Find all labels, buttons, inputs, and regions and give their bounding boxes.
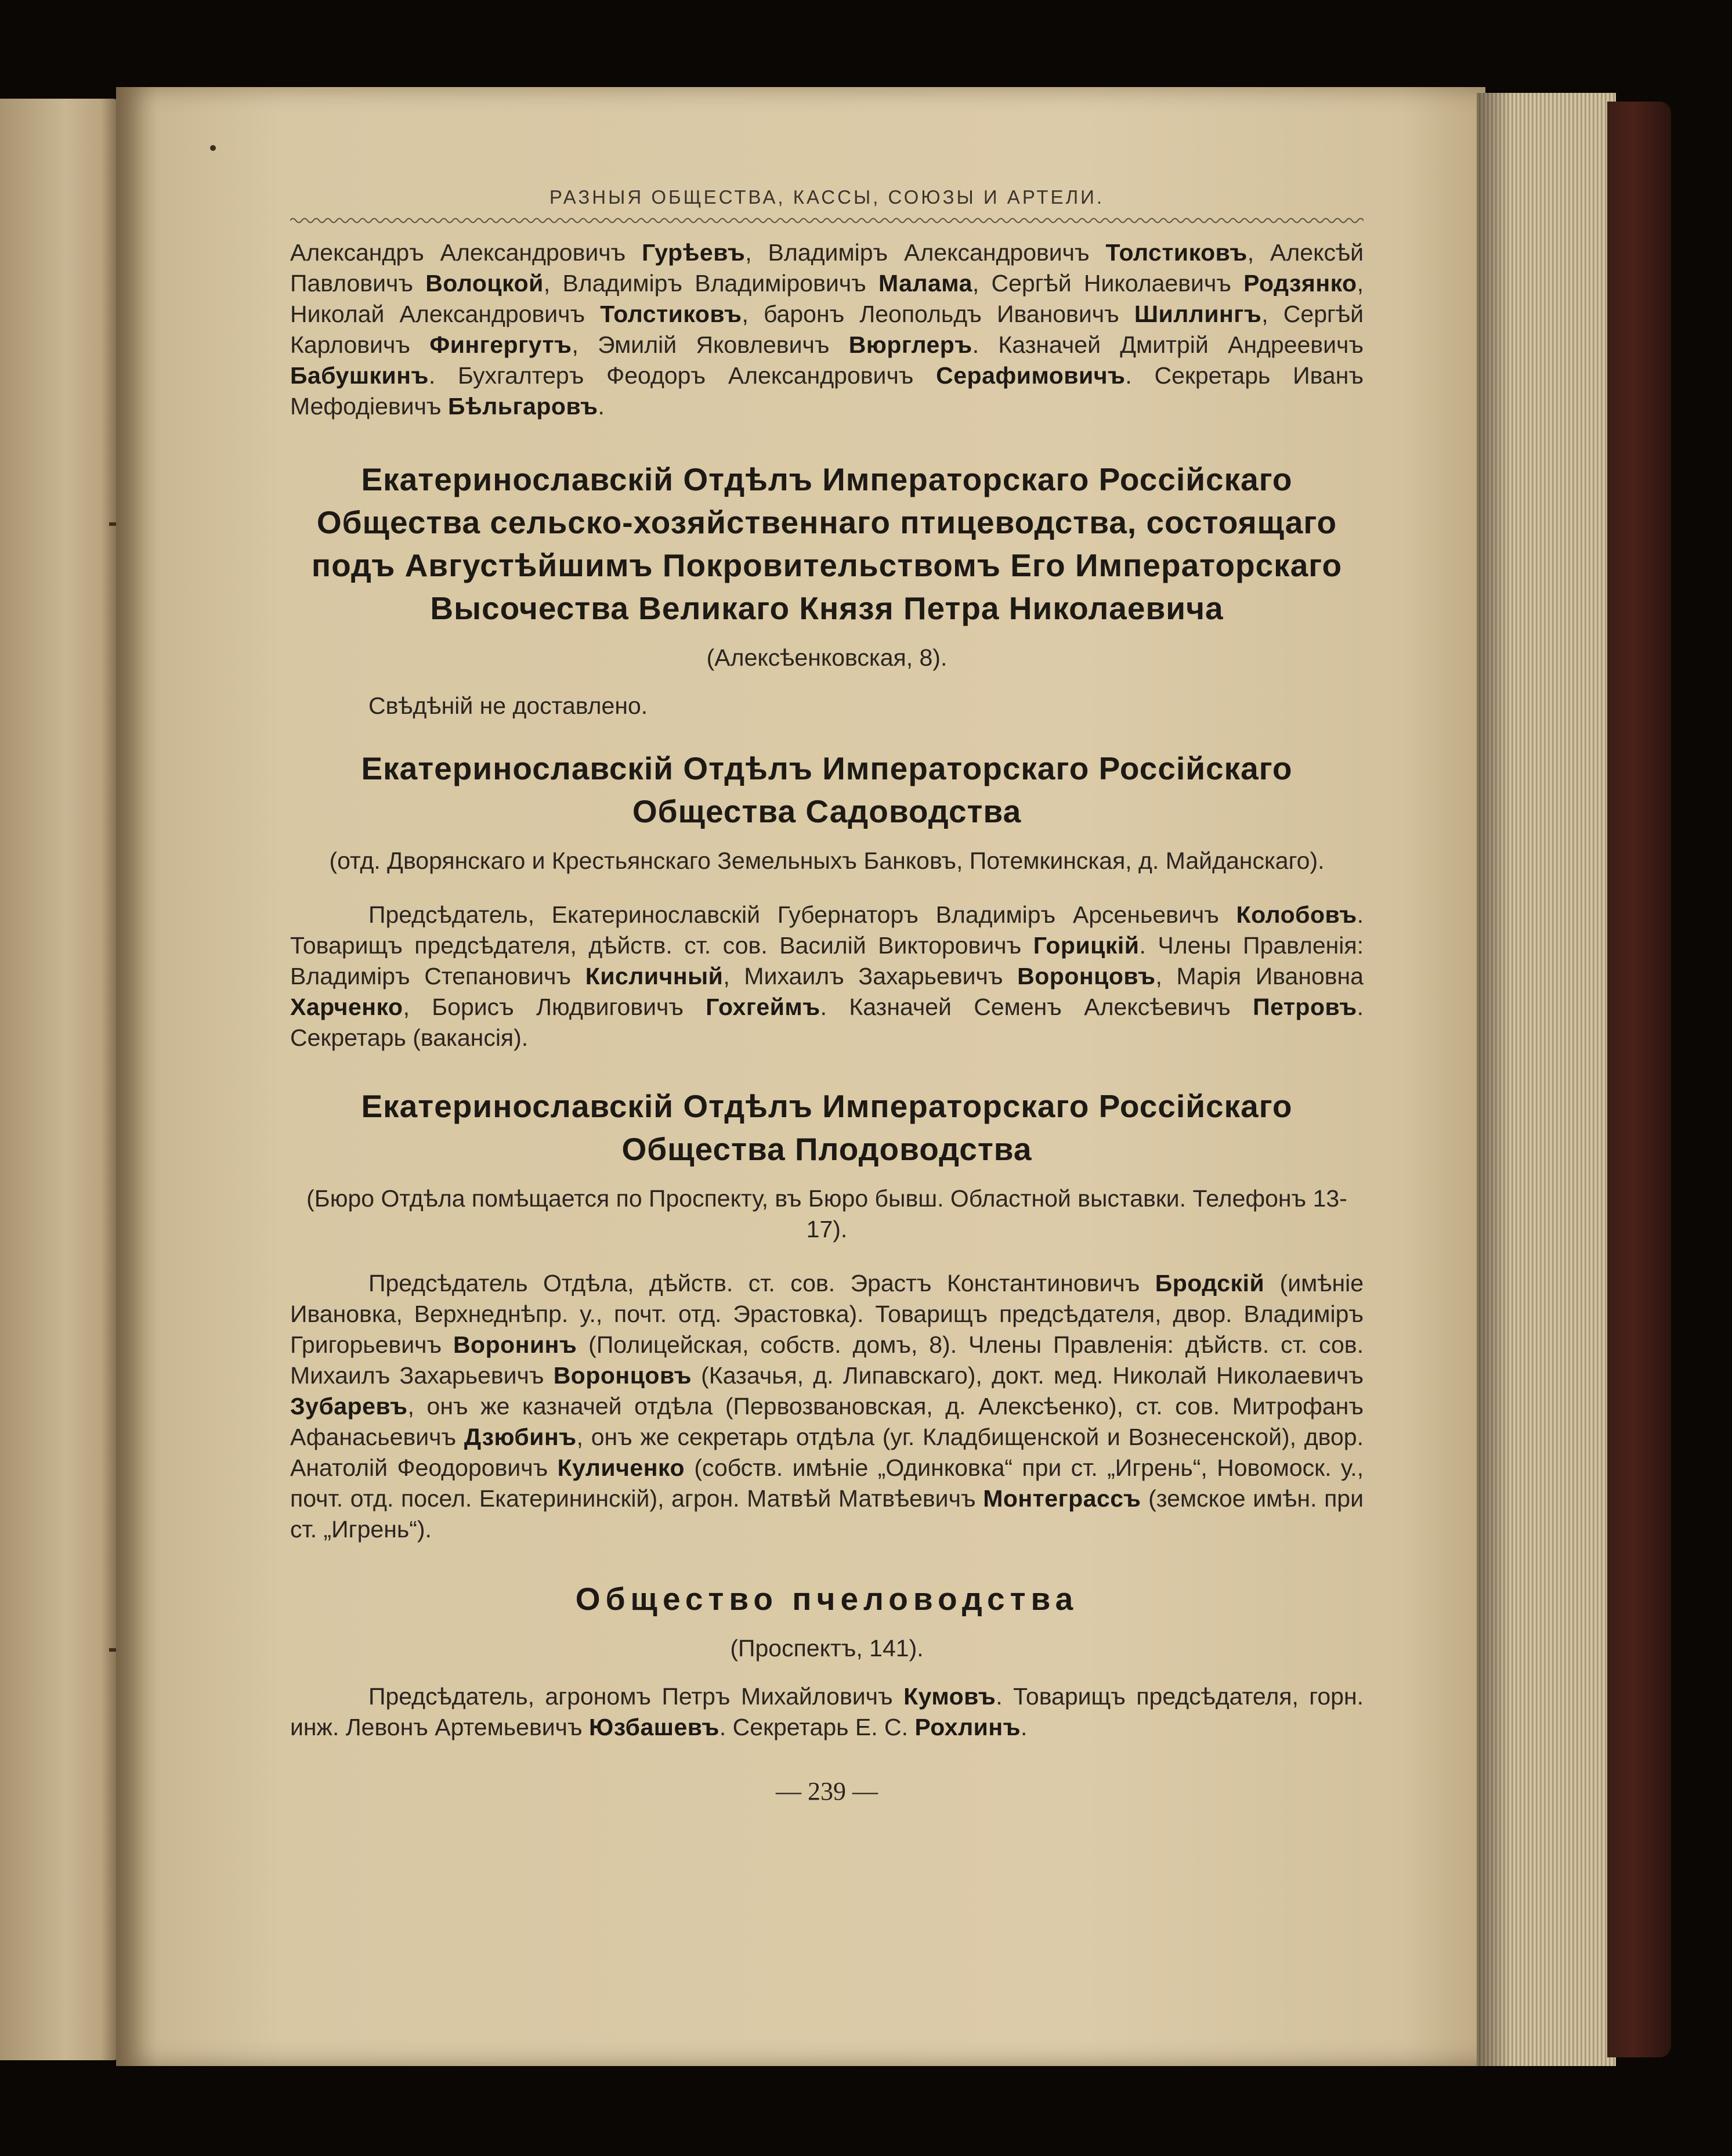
person-name: Фингергутъ: [429, 331, 572, 358]
wavy-rule-line: [290, 215, 1364, 226]
person-name: Серафимовичъ: [936, 362, 1126, 389]
section-title-gardening: Екатеринославскій Отдѣлъ Императорскаго Россійскаго Общества Садоводства: [361, 750, 1293, 829]
book-cover: [1607, 102, 1671, 2057]
margin-mark: [109, 1648, 116, 1652]
speck: [210, 145, 216, 151]
person-name: Воронцовъ: [553, 1362, 692, 1389]
person-name: Вюрглеръ: [848, 331, 972, 358]
section-address: (отд. Дворянскаго и Крестьянскаго Земельныхъ Банковъ, Потемкинская, д. Майданскаго).: [329, 847, 1325, 874]
person-name: Юзбашевъ: [589, 1714, 719, 1740]
section-address: (Алексѣенковская, 8).: [706, 644, 948, 671]
person-name: Гурѣевъ: [642, 239, 746, 266]
person-name: Бѣльгаровъ: [447, 393, 598, 420]
left-page-edge: [0, 99, 119, 2060]
section-body: Предсѣдатель, агрономъ Петръ Михайловичъ Кумовъ. Товарищъ предсѣдателя, горн. инж. Левонъ Артемьевичъ Юзбашевъ. Секретарь Е. С. Рохлинъ.: [290, 1683, 1364, 1740]
person-name: Петровъ: [1253, 994, 1357, 1020]
person-name: Монтеграссъ: [983, 1485, 1141, 1512]
margin-mark: [109, 522, 116, 526]
person-name: Бродскій: [1155, 1270, 1265, 1297]
person-name: Волоцкой: [425, 270, 544, 297]
person-name: Горицкій: [1033, 932, 1140, 959]
section-address: (Бюро Отдѣла помѣщается по Проспекту, въ Бюро бывш. Областной выставки. Телефонъ 13-17).: [306, 1185, 1347, 1243]
person-name: Рохлинъ: [914, 1714, 1021, 1740]
intro-paragraph: Александръ Александровичъ Гурѣевъ, Владиміръ Александровичъ Толстиковъ, Алексѣй Павловичъ Волоцкой, Владиміръ Владиміровичъ Малама, Сергѣй Николаевичъ Родзянко, Николай Александровичъ Толстиковъ, баронъ Леопольдъ Ивановичъ Шиллингъ, Сергѣй Карловичъ Фингергутъ, Эмилій Яковлевичъ Вюрглеръ. Казначей Дмитрій Андреевичъ Бабушкинъ. Бухгалтеръ Феодоръ Александровичъ Серафимовичъ. Секретарь Иванъ Мефодіевичъ Бѣльгаровъ.: [290, 239, 1364, 420]
person-name: Воронинъ: [453, 1331, 577, 1358]
page-text: [290, 183, 1364, 1806]
section-address: (Проспектъ, 141).: [730, 1635, 924, 1662]
person-name: Кумовъ: [903, 1683, 996, 1710]
person-name: Колобовъ: [1236, 901, 1357, 928]
section-body: Предсѣдатель Отдѣла, дѣйств. ст. сов. Эрастъ Константиновичъ Бродскій (имѣніе Ивановка, Верхнеднѣпр. у., почт. отд. Эрастовка). Товарищъ предсѣдателя, двор. Владиміръ Григорьевичъ Воронинъ (Полицейская, собств. домъ, 8). Члены Правленія: дѣйств. ст. сов. Михаилъ Захарьевичъ Воронцовъ (Казачья, д. Липавскаго), докт. мед. Николай Николаевичъ Зубаревъ, онъ же казначей отдѣла (Первозвановская, д. Алексѣенко), ст. сов. Митрофанъ Афанасьевичъ Дзюбинъ, онъ же секретарь отдѣла (уг. Кладбищенской и Вознесенской), двор. Анатолій Феодоровичъ Куличенко (собств. имѣніе „Одинковка“ при ст. „Игрень“, Новомоск. у., почт. отд. посел. Екатерининскій), агрон. Матвѣй Матвѣевичъ Монтеграссъ (земское имѣн. при ст. „Игрень“).: [290, 1270, 1364, 1543]
person-name: Шиллингъ: [1134, 301, 1262, 327]
wavy-rule: [290, 215, 1364, 226]
person-name: Зубаревъ: [290, 1393, 408, 1420]
person-name: Толстиковъ: [1105, 239, 1248, 266]
person-name: Харченко: [290, 994, 403, 1020]
person-name: Воронцовъ: [1017, 963, 1156, 989]
section-title-fruit-growing: Екатеринославскій Отдѣлъ Императорскаго Россійскаго Общества Плодоводства: [361, 1088, 1293, 1167]
section-body: Свѣдѣній не доставлено.: [368, 692, 648, 719]
person-name: Родзянко: [1243, 270, 1357, 297]
section-title-beekeeping: Общество пчеловодства: [575, 1581, 1079, 1617]
person-name: Бабушкинъ: [290, 362, 429, 389]
section-body: Предсѣдатель, Екатеринославскій Губернаторъ Владиміръ Арсеньевичъ Колобовъ. Товарищъ предсѣдателя, дѣйств. ст. сов. Василій Викторовичъ Горицкій. Члены Правленія: Владиміръ Степановичъ Кисличный, Михаилъ Захарьевичъ Воронцовъ, Марія Ивановна Харченко, Борисъ Людвиговичъ Гохгеймъ. Казначей Семенъ Алексѣевичъ Петровъ. Секретарь (вакансія).: [290, 901, 1364, 1051]
page-number: — 239 —: [776, 1777, 878, 1805]
person-name: Дзюбинъ: [464, 1424, 577, 1450]
section-title-poultry: Екатеринославскій Отдѣлъ Императорскаго Россійскаго Общества сельско-хозяйственнаго птицеводства, состоящаго подъ Августѣйшимъ Покровительствомъ Его Императорскаго Высочества Великаго Князя Петра Николаевича: [311, 461, 1343, 626]
person-name: Малама: [878, 270, 972, 297]
person-name: Толстиковъ: [600, 301, 742, 327]
page-block-shadow: [1477, 93, 1512, 2066]
person-name: Кисличный: [585, 963, 724, 989]
person-name: Куличенко: [557, 1454, 685, 1481]
running-head: РАЗНЫЯ ОБЩЕСТВА, КАССЫ, СОЮЗЫ И АРТЕЛИ.: [549, 186, 1105, 208]
person-name: Гохгеймъ: [706, 994, 820, 1020]
